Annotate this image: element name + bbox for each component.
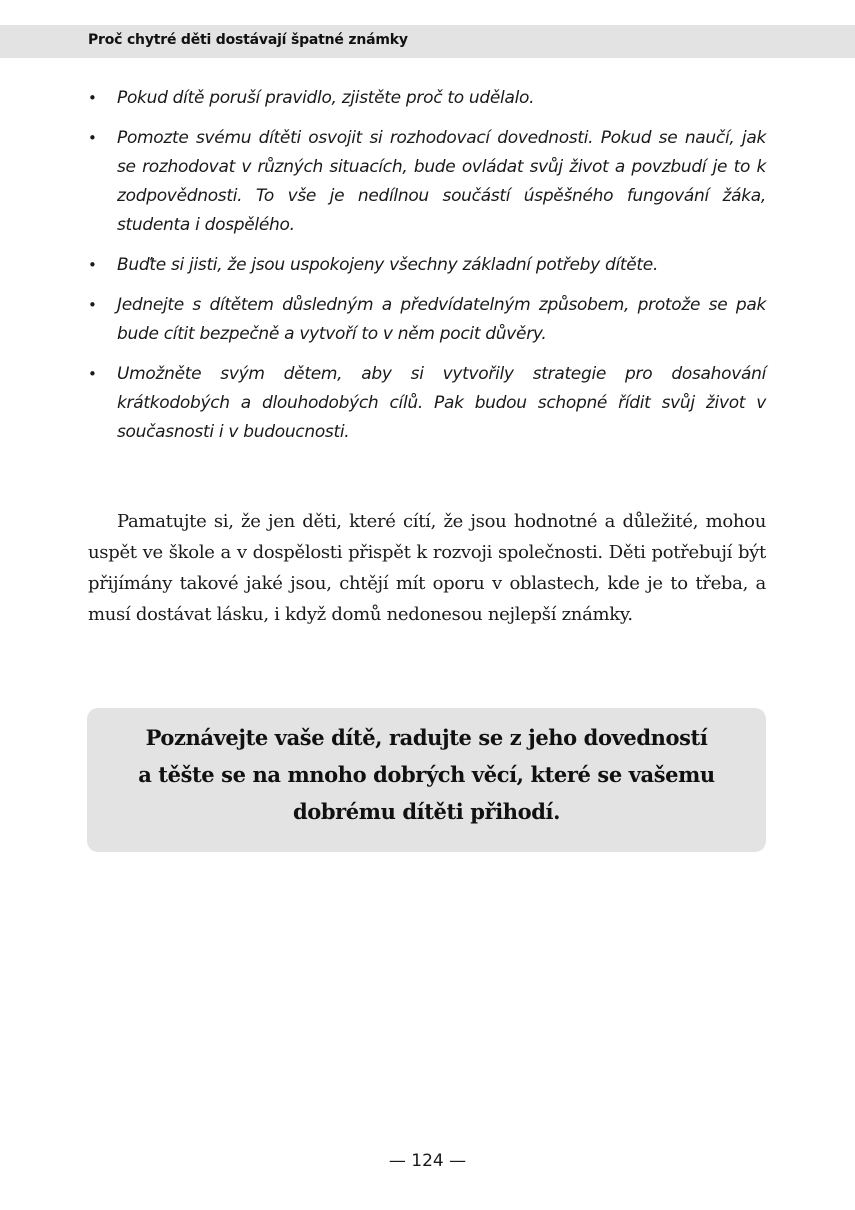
bullet-marker: • — [88, 89, 97, 107]
bullet-text: Buďte si jisti, že jsou uspokojeny všechny základní potřeby dítěte. — [117, 255, 659, 275]
highlight-box — [87, 708, 766, 852]
highlight-line: a těšte se na mnoho dobrých věcí, které se vašemu — [138, 762, 715, 787]
bullet-marker: • — [88, 256, 97, 274]
bullet-marker: • — [88, 365, 97, 383]
bullet-marker: • — [88, 296, 97, 314]
bullet-text: Umožněte svým dětem, aby si vytvořily strategie pro dosahování krátkodobých a dlouhodobých cílů. Pak budou schopné řídit svůj život v současnosti i v budoucnosti. — [117, 364, 766, 442]
running-header-title: Proč chytré děti dostávají špatné známky — [88, 32, 408, 48]
list-item — [88, 124, 766, 240]
highlight-line: dobrému dítěti přihodí. — [292, 799, 561, 824]
bullet-text: Jednejte s dítětem důsledným a předvídatelným způsobem, protože se pak bude cítit bezpečně a vytvoří to v něm pocit důvěry. — [117, 295, 766, 344]
list-item — [88, 251, 766, 280]
highlight-text — [87, 719, 766, 830]
list-item — [88, 84, 766, 113]
page-number: — 124 — — [388, 1151, 467, 1171]
highlight-line: Poznávejte vaše dítě, radujte se z jeho dovedností — [145, 725, 708, 750]
list-item — [88, 291, 766, 349]
body-paragraph: Pamatujte si, že jen děti, které cítí, že jsou hodnotné a důležité, mohou uspět ve škole a v dospělosti přispět k rozvoji společnosti. Děti potřebují být přijímány takové jaké jsou, chtějí mít oporu v oblastech, kde je to třeba, a musí dostávat lásku, i když domů nedonesou nejlepší známky. — [88, 511, 766, 625]
list-item — [88, 360, 766, 447]
bullet-text: Pokud dítě poruší pravidlo, zjistěte proč to udělalo. — [117, 88, 535, 108]
bullet-marker: • — [88, 129, 97, 147]
bullet-list — [88, 84, 766, 458]
bullet-text: Pomozte svému dítěti osvojit si rozhodovací dovednosti. Pokud se naučí, jak se rozhodovat v různých situacích, bude ovládat svůj život a povzbudí je to k zodpovědnosti. To vše je nedílnou součástí úspěšného fungování žáka, studenta i dospělého. — [117, 128, 766, 235]
